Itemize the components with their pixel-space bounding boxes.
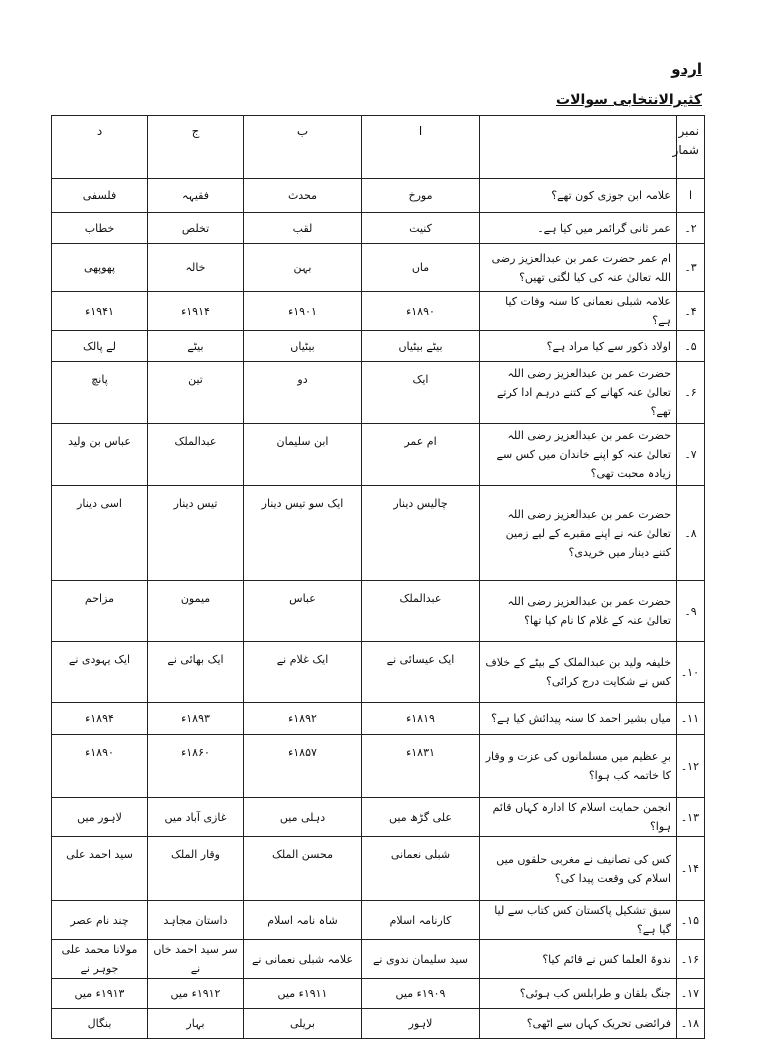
option-b: بریلی [244,1009,362,1039]
row-number: ۴۔ [677,292,705,331]
table-row [52,979,705,1009]
table-row [52,244,705,292]
option-c: بیٹے [148,331,244,362]
option-c: ایک بھائی نے [148,642,244,703]
option-c: غازی آباد میں [148,798,244,837]
option-d: ۱۸۹۰ء [52,735,148,798]
option-b: بیٹیاں [244,331,362,362]
option-a: ماں [362,244,480,292]
row-number: ۹۔ [677,581,705,642]
option-b: ۱۸۵۷ء [244,735,362,798]
row-number: ۲۔ [677,213,705,244]
question-text: جنگ بلقان و طرابلس کب ہوئی؟ [480,979,677,1009]
question-text: عمر ثانی گرائمر میں کیا ہے۔ [480,213,677,244]
row-number: ۷۔ [677,424,705,486]
table-row [52,292,705,331]
option-a: ۱۸۹۰ء [362,292,480,331]
option-a: ۱۹۰۹ء میں [362,979,480,1009]
option-b: ۱۹۱۱ء میں [244,979,362,1009]
option-d: فلسفی [52,179,148,213]
option-a: سید سلیمان ندوی نے [362,940,480,979]
row-number: ۱۴۔ [677,837,705,901]
option-c: عبدالملک [148,424,244,486]
table-row [52,1009,705,1039]
table-row [52,179,705,213]
option-c: ۱۹۱۲ء میں [148,979,244,1009]
row-number: ۱۲۔ [677,735,705,798]
option-c: سر سید احمد خاں نے [148,940,244,979]
header-option-a: ا [362,116,480,179]
row-number: ۱۰۔ [677,642,705,703]
question-text: کس کی تصانیف نے مغربی حلقوں میں اسلام کی وقعت پیدا کی؟ [480,837,677,901]
table-row [52,703,705,735]
option-c: میمون [148,581,244,642]
question-text: حضرت عمر بن عبدالعزیز رضی اللہ تعالیٰ عنہ کھانے کے کتنے درہم ادا کرتے تھے؟ [480,362,677,424]
option-d: چند نام عصر [52,901,148,940]
question-text: خلیفہ ولید بن عبدالملک کے بیٹے کے خلاف کس نے شکایت درج کرائی؟ [480,642,677,703]
question-text: ندوۃ العلما کس نے قائم کیا؟ [480,940,677,979]
table-row [52,798,705,837]
question-text: علامہ ابن جوزی کون تھے؟ [480,179,677,213]
option-d: مزاحم [52,581,148,642]
question-text: انجمن حمایت اسلام کا ادارہ کہاں قائم ہوا؟ [480,798,677,837]
option-a: عبدالملک [362,581,480,642]
document-title: اردو [671,60,702,78]
header-question [480,116,677,179]
option-c: ۱۹۱۴ء [148,292,244,331]
option-a: کنیت [362,213,480,244]
option-d: پھوپھی [52,244,148,292]
option-b: ایک سو تیس دینار [244,486,362,581]
header-num: نمبر شمار [677,116,705,179]
option-b: دو [244,362,362,424]
table-row [52,486,705,581]
header-option-d: د [52,116,148,179]
option-d: لاہور میں [52,798,148,837]
question-text: سبق تشکیل پاکستان کس کتاب سے لیا گیا ہے؟ [480,901,677,940]
option-a: لاہور [362,1009,480,1039]
option-d: لے پالک [52,331,148,362]
option-b: عباس [244,581,362,642]
section-subtitle: کثیرالانتخابی سوالات [556,92,702,108]
option-c: بہار [148,1009,244,1039]
option-d: بنگال [52,1009,148,1039]
option-c: ۱۸۹۳ء [148,703,244,735]
row-number: ۳۔ [677,244,705,292]
row-number: ۱۸۔ [677,1009,705,1039]
question-text: میاں بشیر احمد کا سنہ پیدائش کیا ہے؟ [480,703,677,735]
question-text: اولاد ذکور سے کیا مراد ہے؟ [480,331,677,362]
option-a: ایک عیسائی نے [362,642,480,703]
option-d: ۱۹۴۱ء [52,292,148,331]
question-text: فرائضی تحریک کہاں سے اٹھی؟ [480,1009,677,1039]
option-b: محدث [244,179,362,213]
option-d: عباس بن ولید [52,424,148,486]
question-text: علامہ شبلی نعمانی کا سنہ وفات کیا ہے؟ [480,292,677,331]
option-b: ابن سلیمان [244,424,362,486]
row-number: ۵۔ [677,331,705,362]
option-d: اسی دینار [52,486,148,581]
option-d: خطاب [52,213,148,244]
header-option-c: ج [148,116,244,179]
mcq-table [51,115,705,1039]
option-b: دہلی میں [244,798,362,837]
row-number: ا [677,179,705,213]
option-a: ام عمر [362,424,480,486]
row-number: ۱۵۔ [677,901,705,940]
question-text: ام عمر حضرت عمر بن عبدالعزیز رضی اللہ تعالیٰ عنہ کی کیا لگتی تھیں؟ [480,244,677,292]
question-text: برِ عظیم میں مسلمانوں کی عزت و وقار کا خاتمہ کب ہوا؟ [480,735,677,798]
option-b: بہن [244,244,362,292]
header-option-b: ب [244,116,362,179]
question-text: حضرت عمر بن عبدالعزیز رضی اللہ تعالیٰ عنہ کے غلام کا نام کیا تھا؟ [480,581,677,642]
question-text: حضرت عمر بن عبدالعزیز رضی اللہ تعالیٰ عنہ کو اپنے خاندان میں کس سے زیادہ محبت تھی؟ [480,424,677,486]
table-row [52,940,705,979]
row-number: ۱۳۔ [677,798,705,837]
option-b: محسن الملک [244,837,362,901]
option-c: خالہ [148,244,244,292]
option-d: مولانا محمد علی جوہر نے [52,940,148,979]
table-row [52,362,705,424]
row-number: ۱۱۔ [677,703,705,735]
option-a: ایک [362,362,480,424]
option-b: شاہ نامہ اسلام [244,901,362,940]
option-c: تیس دینار [148,486,244,581]
option-c: تخلص [148,213,244,244]
option-a: ۱۸۳۱ء [362,735,480,798]
option-d: ۱۸۹۴ء [52,703,148,735]
table-header-row [52,116,705,179]
table-row [52,901,705,940]
option-c: داستان مجاہد [148,901,244,940]
table-row [52,213,705,244]
option-c: وقار الملک [148,837,244,901]
row-number: ۶۔ [677,362,705,424]
option-c: ۱۸۶۰ء [148,735,244,798]
row-number: ۱۶۔ [677,940,705,979]
table-row [52,581,705,642]
table-row [52,642,705,703]
option-d: ۱۹۱۳ء میں [52,979,148,1009]
option-a: بیٹے بیٹیاں [362,331,480,362]
row-number: ۱۷۔ [677,979,705,1009]
option-a: علی گڑھ میں [362,798,480,837]
question-text: حضرت عمر بن عبدالعزیز رضی اللہ تعالیٰ عنہ نے اپنے مقبرے کے لیے زمین کتنے دینار میں خریدی؟ [480,486,677,581]
option-a: شبلی نعمانی [362,837,480,901]
option-a: ۱۸۱۹ء [362,703,480,735]
table-row [52,735,705,798]
option-b: لقب [244,213,362,244]
row-number: ۸۔ [677,486,705,581]
table-row [52,331,705,362]
table-row [52,424,705,486]
option-b: ایک غلام نے [244,642,362,703]
table-row [52,837,705,901]
option-d: سید احمد علی [52,837,148,901]
option-b: ۱۹۰۱ء [244,292,362,331]
option-d: پانچ [52,362,148,424]
option-a: چالیس دینار [362,486,480,581]
option-c: تین [148,362,244,424]
option-c: فقیہہ [148,179,244,213]
option-b: علامہ شبلی نعمانی نے [244,940,362,979]
option-a: کارنامہ اسلام [362,901,480,940]
option-a: مورخ [362,179,480,213]
option-d: ایک یہودی نے [52,642,148,703]
option-b: ۱۸۹۲ء [244,703,362,735]
